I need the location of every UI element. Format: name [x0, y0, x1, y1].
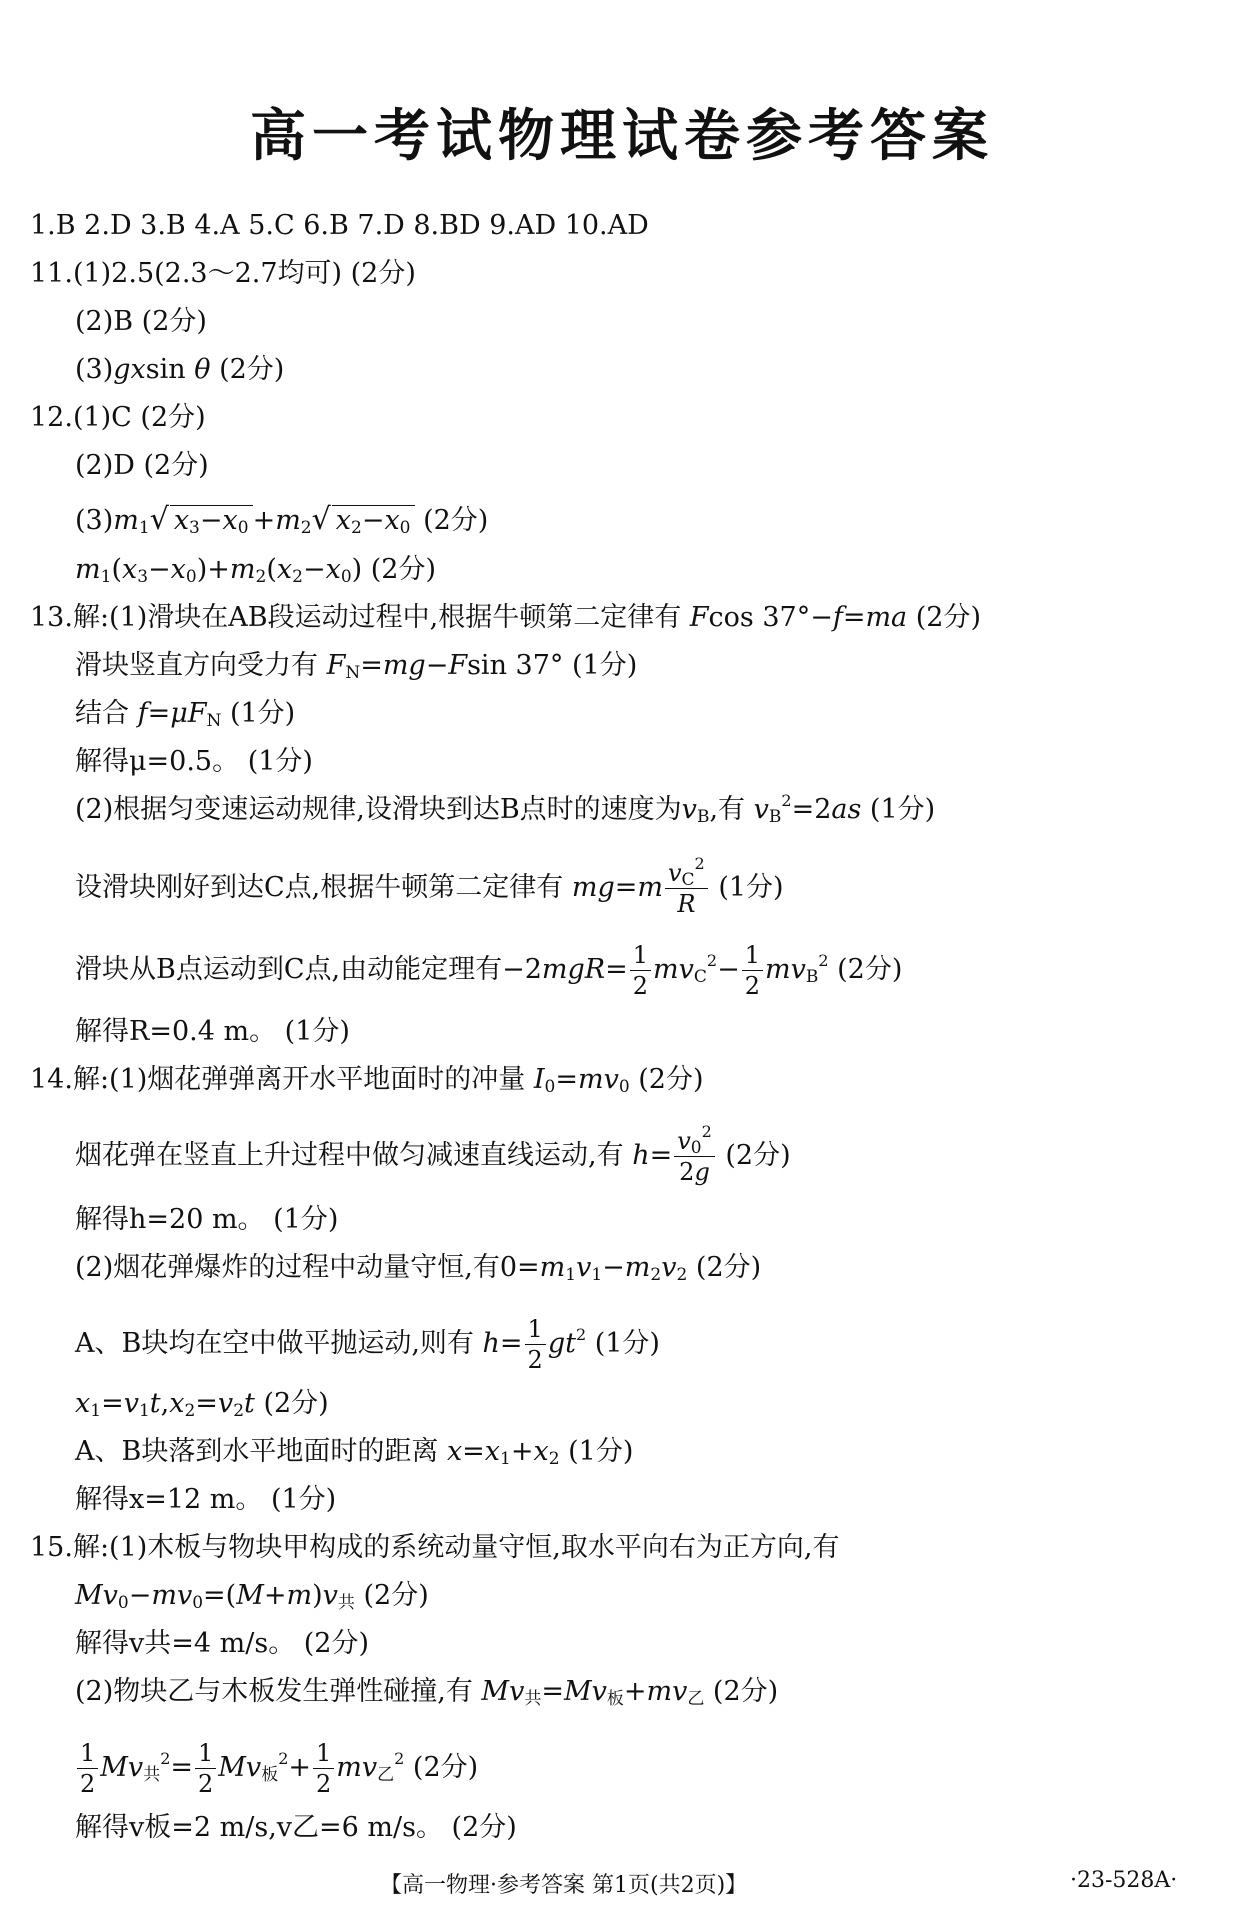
q13-line5: (2)根据匀变速运动规律,设滑块到达B点时的速度为$v_B$,有 $v_B^2=2as$ (1分) — [75, 791, 936, 827]
q15-line1: 15.解:(1)木板与物块甲构成的系统动量守恒,取水平向右为正方向,有 — [30, 1532, 840, 1563]
q11-part1: 11.(1)2.5(2.3～2.7均可) (2分) — [30, 258, 416, 289]
q13-line6: 设滑块刚好到达C点,根据牛顿第二定律有 mg=m $\frac{v_C^2}{R}$ (1分) — [75, 854, 784, 918]
q14-line5: A、B块均在空中做平抛运动,则有 h= $\frac{1}{2}$ $gt^2$ (1分) — [75, 1315, 660, 1374]
q14-line3: 解得h=20 m。 (1分) — [75, 1204, 339, 1235]
page-footer: 【高一物理·参考答案 第1页(共2页)】 — [380, 1873, 748, 1898]
q15-line5: $\frac{1}{2}$ $Mv_共^2=$ $\frac{1}{2}$ $Mv_板^2+$ $\frac{1}{2}$ $mv_乙^2$ (2分) — [75, 1738, 478, 1799]
page-title: 高一考试物理试卷参考答案 — [250, 104, 994, 169]
q12-part3: $(3)m_1√$ $x_3-x_0 +m_2√$ $x_2-x_0$ (2分) — [75, 502, 489, 538]
q14-line6: $x_1=v_1t,x_2=v_2t$ (2分) — [75, 1388, 329, 1421]
q15-line2: $Mv_0-mv_0=(M+m)v_共$ (2分) — [75, 1580, 429, 1613]
q13-line2: 滑块竖直方向受力有 $F_N=mg-Fsin$ 37° (1分) — [75, 650, 638, 683]
q13-line8: 解得R=0.4 m。 (1分) — [75, 1016, 350, 1047]
q12-part2: (2)D (2分) — [75, 450, 209, 481]
q11-part3: (3)gxsin θ (2分) — [75, 354, 285, 385]
q11-part2: (2)B (2分) — [75, 306, 207, 337]
choice-answers: 1.B 2.D 3.B 4.A 5.C 6.B 7.D 8.BD 9.AD 10.AD — [30, 210, 649, 241]
exam-code: ·23-528A· — [1070, 1868, 1178, 1893]
q14-line1: 14.解:(1)烟花弹弹离开水平地面时的冲量 $I_0=mv_0$ (2分) — [30, 1064, 704, 1097]
q14-line2: 烟花弹在竖直上升过程中做匀减速直线运动,有 h= $\frac{v_0^2}{2g}$ (2分) — [75, 1122, 791, 1186]
q13-line3: 结合 $f=\mu F_N$ (1分) — [75, 698, 296, 731]
q13-line1: 13.解:(1)滑块在AB段运动过程中,根据牛顿第二定律有 Fcos 37°−f=ma (2分) — [30, 602, 981, 633]
q14-line8: 解得x=12 m。 (1分) — [75, 1484, 337, 1515]
q15-line4: (2)物块乙与木板发生弹性碰撞,有 $Mv_共=Mv_板+mv_乙$ (2分) — [75, 1676, 779, 1709]
q12-part1: 12.(1)C (2分) — [30, 402, 206, 433]
q13-line4: 解得μ=0.5。 (1分) — [75, 746, 313, 777]
q13-line7: 滑块从B点运动到C点,由动能定理有−2mgR= $\frac{1}{2}$ $mv_C^2-$ $\frac{1}{2}$ $mv_B^2$ (2分) — [75, 941, 903, 1000]
q15-line6: 解得v板=2 m/s,v乙=6 m/s。 (2分) — [75, 1812, 517, 1843]
q12-part4: $m_1(x_3-x_0)+m_2(x_2-x_0)$ (2分) — [75, 554, 437, 587]
q15-line3: 解得v共=4 m/s。 (2分) — [75, 1628, 370, 1659]
q14-line7: A、B块落到水平地面时的距离 $x=x_1+x_2$ (1分) — [75, 1436, 634, 1469]
q14-line4: (2)烟花弹爆炸的过程中动量守恒,有$0=m_1v_1-m_2v_2$ (2分) — [75, 1252, 762, 1285]
